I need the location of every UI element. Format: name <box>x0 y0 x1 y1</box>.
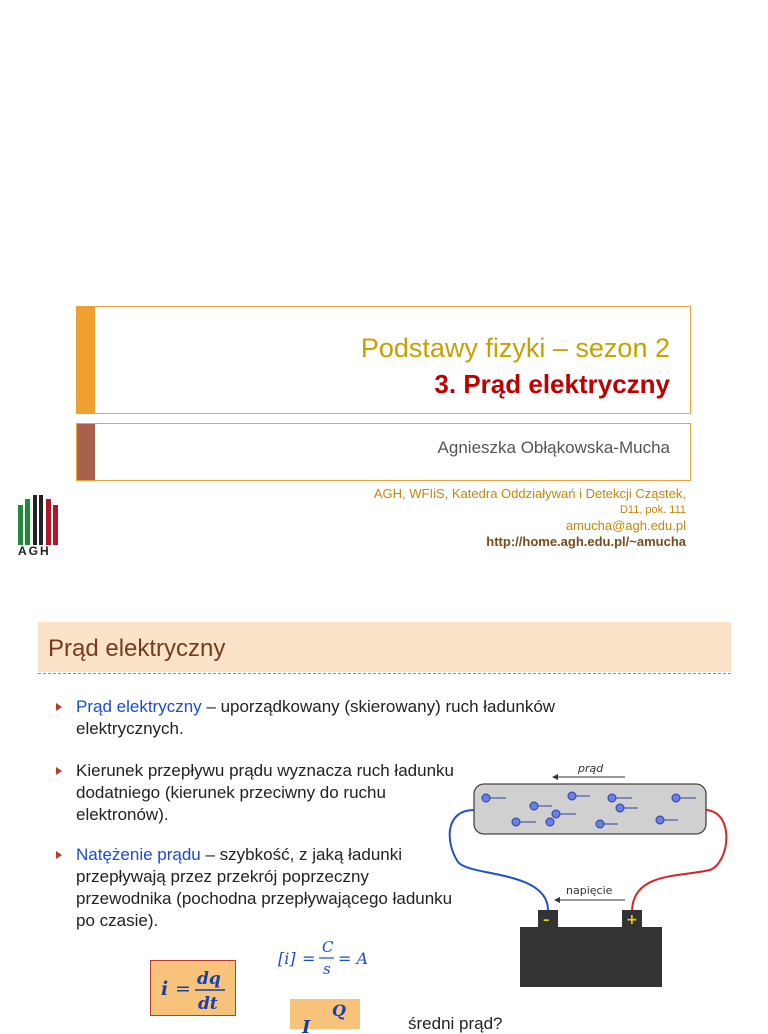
slide2-title: Prąd elektryczny <box>48 635 226 662</box>
average-formula-box <box>290 999 360 1034</box>
homepage-link[interactable]: http://home.agh.edu.pl/~amucha <box>486 534 686 549</box>
title-accent-bar <box>77 307 95 413</box>
title-box <box>76 306 691 414</box>
formula-numerator: dq <box>197 969 221 989</box>
bullet-marker-icon <box>56 703 62 711</box>
avg-formula-numerator: Q <box>332 1001 346 1020</box>
direction-text: Kierunek przepływu prądu wyznacza ruch ładunku dodatniego (kierunek przeciwny do ruchu elektronów). <box>76 761 454 824</box>
formula-lhs: i <box>161 978 169 1000</box>
minus-sign: – <box>543 913 550 928</box>
agh-logo-text: AGH <box>18 544 51 558</box>
average-current-question: średni prąd? <box>408 1014 503 1033</box>
current-formula <box>151 961 237 1017</box>
conductor <box>474 784 706 834</box>
avg-formula-lhs: I <box>302 1017 311 1034</box>
affiliation: AGH, WFIiS, Katedra Oddziaływań i Detekcji Cząstek, <box>373 486 686 501</box>
definition-text: – uporządkowany (skierowany) ruch ładunków elektrycznych. <box>76 697 556 738</box>
circuit-diagram <box>440 752 740 992</box>
header-divider <box>38 673 731 674</box>
lecture-title: 3. Prąd elektryczny <box>434 369 670 399</box>
formula-denominator: dt <box>198 994 218 1014</box>
unit-denominator: s <box>323 960 331 978</box>
intensity-text: – szybkość, z jaką ładunki przepływają przez przekrój poprzeczny przewodnika (pochodna przepływającego ładunku po czasie). <box>76 845 453 930</box>
bullet-definition <box>56 696 656 740</box>
course-title: Podstawy fizyki – sezon 2 <box>360 333 670 363</box>
author-name: Agnieszka Obłąkowska-Mucha <box>437 438 670 457</box>
bullet-marker-icon <box>56 767 62 775</box>
plus-sign: + <box>626 912 638 928</box>
bullet-marker-icon <box>56 851 62 859</box>
unit-formula <box>276 934 386 980</box>
unit-numerator: C <box>322 938 334 956</box>
bullet-intensity <box>56 844 456 932</box>
contact-info <box>374 486 686 550</box>
author-accent-bar <box>77 424 95 480</box>
svg-text:=: = <box>302 949 316 968</box>
author-box <box>76 423 691 481</box>
term-current: Prąd elektryczny <box>76 697 202 716</box>
current-label: prąd <box>578 762 604 775</box>
email-link[interactable]: amucha@agh.edu.pl <box>565 518 686 533</box>
slide2-header <box>38 622 731 672</box>
current-formula-box <box>150 960 236 1016</box>
bullet-direction <box>56 760 456 826</box>
unit-right: = A <box>338 949 369 968</box>
voltage-arrow <box>554 897 625 903</box>
room: D11, pok. 111 <box>619 504 686 516</box>
voltage-label: napięcie <box>566 884 613 897</box>
battery <box>520 927 662 987</box>
svg-text:=: = <box>175 978 191 1000</box>
unit-left: [i] <box>278 949 296 968</box>
average-formula <box>290 999 360 1034</box>
term-intensity: Natężenie prądu <box>76 845 201 864</box>
